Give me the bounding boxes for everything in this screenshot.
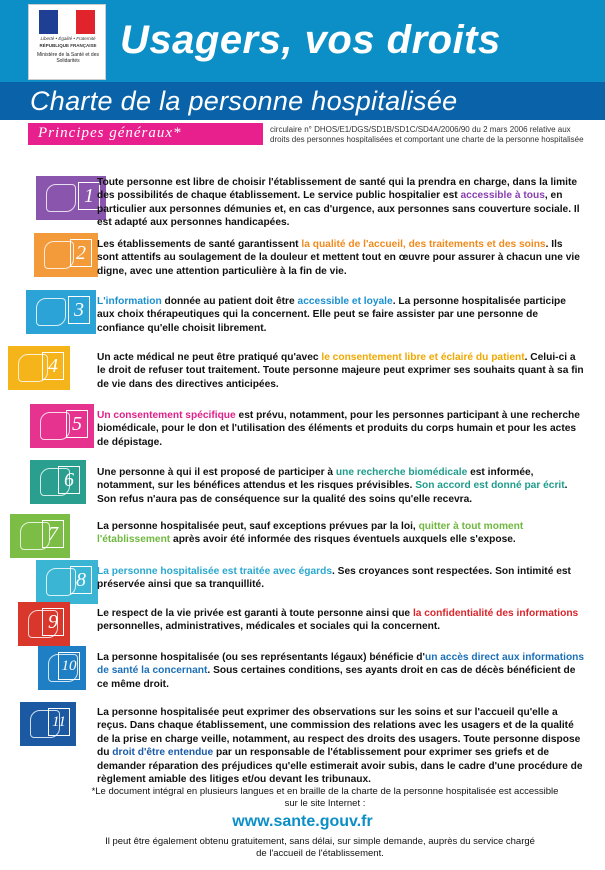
- principle-text: [97, 520, 585, 547]
- highlight-text: La personne hospitalisée est traitée avec égards: [97, 566, 332, 577]
- principle-text: [97, 176, 585, 230]
- body-text: La personne hospitalisée peut exprimer des observations sur les soins et sur l'accueil qu'elle a reçus. Dans chaque établissement, une commission des relations avec les usagers et de la qualité de la prise en charge veille, notamment, au respect des droits des usagers. Toute personne dispose du: [97, 707, 581, 759]
- principle-text: [97, 565, 585, 592]
- section-label: Principes généraux*: [28, 123, 263, 145]
- body-text: . Ses croyances sont respectées. Son intimité est préservée ainsi que sa tranquillité.: [97, 566, 571, 591]
- page-subtitle: Charte de la personne hospitalisée: [30, 86, 458, 116]
- poster-header: [0, 0, 605, 122]
- body-text: . Celui-ci a le droit de refuser tout traitement. Toute personne majeure peut exprimer ses souhaits quant à sa fin de vie dans des directives anticipées.: [97, 352, 584, 390]
- principle-number: 9: [42, 608, 64, 636]
- highlight-text: une recherche biomédicale: [335, 467, 468, 478]
- body-text: Une personne à qui il est proposé de participer à: [97, 467, 336, 478]
- principle-text: [97, 351, 585, 391]
- body-text: après avoir été informée des risques éventuels auxquels elle s'expose.: [170, 534, 516, 546]
- principle-text: [97, 651, 585, 691]
- principle-number: 4: [42, 352, 64, 380]
- principle-badge: [8, 346, 70, 390]
- circulaire-reference: circulaire n° DHOS/E1/DGS/SD1B/SD1C/SD4A/2006/90 du 2 mars 2006 relative aux droits des personnes hospitalisées et comportant une charte de la personne hospitalisée: [270, 125, 584, 144]
- pictogram-icon: [46, 184, 76, 212]
- body-text: La personne hospitalisée peut, sauf exceptions prévues par la loi,: [97, 521, 419, 532]
- principle-badge: [26, 290, 96, 334]
- highlight-text: la qualité de l'accueil, des traitements et des soins: [301, 239, 546, 250]
- highlight-text: la confidentialité des informations: [412, 608, 579, 619]
- principle-text: [97, 295, 585, 335]
- principle-badge: [36, 176, 106, 220]
- principle-text: [97, 466, 585, 506]
- body-text: . Sous certaines conditions, ses ayants droit en cas de décès bénéficient de ce même droit.: [97, 665, 576, 690]
- body-text: La personne hospitalisée (ou ses représentants légaux) bénéficie d': [97, 652, 425, 663]
- body-text: . Son refus n'aura pas de conséquence sur la qualité des soins qu'elle recevra.: [97, 480, 568, 505]
- principle-badge: [34, 233, 98, 277]
- principle-text: [97, 409, 585, 449]
- logo-republic: RÉPUBLIQUE FRANÇAISE: [39, 43, 97, 48]
- highlight-text: droit d'être entendue: [112, 747, 214, 759]
- principle-number: 7: [42, 520, 64, 548]
- principle-number: 8: [70, 566, 92, 594]
- body-text: est informée, notamment, sur les bénéfices attendus et les risques prévisibles.: [97, 467, 534, 492]
- principle-text: [97, 706, 585, 787]
- french-flag-icon: [39, 10, 95, 34]
- body-text: Un acte médical ne peut être pratiqué qu'avec: [97, 352, 322, 363]
- highlight-text: un accès direct aux informations de santé la concernant: [97, 652, 585, 677]
- principle-number: 11: [48, 708, 70, 736]
- body-text: Les établissements de santé garantissent: [97, 239, 302, 250]
- page-title: Usagers, vos droits: [120, 18, 501, 62]
- body-text: . La personne hospitalisée participe aux choix thérapeutiques qui la concernent. Elle peut se faire assister par une personne de confiance qu'elle choisit librement.: [97, 296, 566, 334]
- footer-note: Il peut être également obtenu gratuitement, sans délai, sur simple demande, auprès du service chargé de l'accueil de l'établissement.: [105, 836, 535, 860]
- body-text: donnée au patient doit être: [161, 296, 298, 307]
- logo-ministry: Ministère de la Santé et des Solidarités: [37, 52, 99, 64]
- principle-badge: [10, 514, 70, 558]
- principle-badge: [20, 702, 76, 746]
- website-link[interactable]: www.sante.gouv.fr: [232, 813, 373, 830]
- highlight-text: quitter à tout moment l'établissement: [97, 521, 524, 546]
- principle-badge: [36, 560, 98, 604]
- principle-text: [97, 238, 585, 278]
- principle-number: 2: [70, 239, 92, 267]
- body-text: personnelles, administratives, médicales et sociales qui la concernent.: [97, 621, 441, 633]
- principle-number: 10: [58, 652, 80, 680]
- principle-number: 6: [58, 466, 80, 494]
- principle-badge: [18, 602, 70, 646]
- principle-text: [97, 607, 585, 634]
- highlight-text: le consentement libre et éclairé du patient: [321, 352, 525, 363]
- principle-badge: [38, 646, 86, 690]
- body-text: Toute personne est libre de choisir l'établissement de santé qui la prendra en charge, dans la limite des possibilités de chaque établissement. Le service public hospitalier est: [97, 177, 578, 202]
- footnote: *Le document intégral en plusieurs langues et en braille de la charte de la personne hospitalisée est accessible sur le site Internet :: [91, 786, 559, 810]
- principle-number: 3: [68, 296, 90, 324]
- principle-badge: [30, 404, 94, 448]
- highlight-text: Son accord est donné par écrit: [415, 480, 565, 492]
- highlight-text: L'information: [97, 296, 162, 307]
- highlight-text: Un consentement spécifique: [97, 410, 236, 421]
- pictogram-icon: [36, 298, 66, 326]
- body-text: Le respect de la vie privée est garanti à toute personne ainsi que: [97, 608, 413, 619]
- logo-motto: Liberté • Égalité • Fraternité: [40, 36, 96, 41]
- body-text: . Ils sont attentifs au soulagement de la douleur et mettent tout en œuvre pour assurer à chacun une vie digne, avec une attention particulière à la fin de vie.: [97, 239, 580, 277]
- body-text: par un responsable de l'établissement pour exprimer ses griefs et de demander réparation des préjudices qu'elle estimerait avoir subis, dans le cadre d'une procédure de règlement amiable des litiges et/ou devant les tribunaux.: [97, 747, 583, 786]
- body-text: est prévu, notamment, pour les personnes participant à une recherche biomédicale, pour le don et l'utilisation des éléments et produits du corps humain et pour les actes de dépistage.: [97, 410, 580, 448]
- body-text: , en particulier aux personnes démunies et, en cas d'urgence, aux personnes sans couverture sociale. Il est adapté aux personnes handicapées.: [97, 190, 580, 229]
- principle-badge: [30, 460, 86, 504]
- republique-francaise-logo: [28, 4, 106, 80]
- highlight-text: accessible à tous: [460, 190, 545, 202]
- principle-number: 5: [66, 410, 88, 438]
- principle-number: 1: [78, 182, 100, 210]
- highlight-text: accessible et loyale: [297, 296, 393, 307]
